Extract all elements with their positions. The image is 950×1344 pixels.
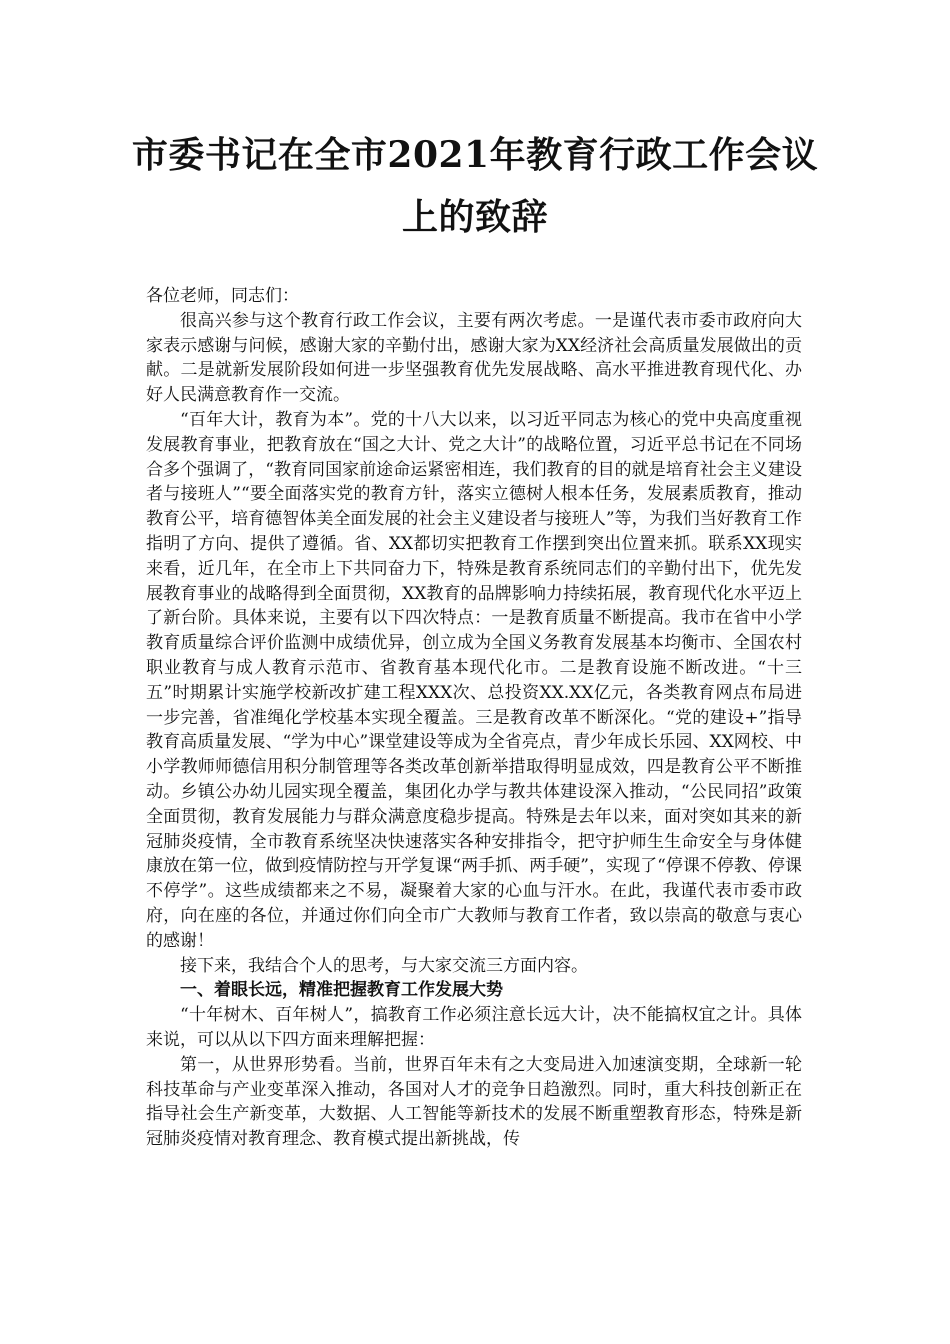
document-body xyxy=(146,284,802,1152)
section-heading-1: 一、着眼长远，精准把握教育工作发展大势 xyxy=(180,980,503,1001)
salutation: 各位老师，同志们： xyxy=(146,286,299,306)
paragraph-world-situation: 第一，从世界形势看。当前，世界百年未有之大变局进入加速演变期，全球新一轮科技革命与产业变革深入推动，各国对人才的竞争日趋激烈。同时，重大科技创新正在指导社会生产新变革，大数据、人工智能等新技术的发展不断重塑教育形态，特殊是新冠肺炎疫情对教育理念、教育模式提出新挑战，传 xyxy=(146,1054,802,1150)
paragraph-achievements: “百年大计，教育为本”。党的十八大以来，以习近平同志为核心的党中央高度重视发展教育事业，把教育放在“国之大计、党之大计”的战略位置，习近平总书记在不同场合多个强调了，“教育同国家前途命运紧密相连，我们教育的目的就是培育社会主义建设者与接班人”“要全面落实党的教育方针，落实立德树人根本任务，发展素质教育，推动教育公平，培育德智体美全面发展的社会主义建设者与接班人”等，为我们当好教育工作指明了方向、提供了遵循。省、XX都切实把教育工作摆到突出位置来抓。联系XX现实来看，近几年，在全市上下共同奋力下，特殊是教育系统同志们的辛勤付出下，优先发展教育事业的战略得到全面贯彻，XX教育的品牌影响力持续拓展，教育现代化水平迈上了新台阶。具体来说，主要有以下四次特点：一是教育质量不断提高。我市在省中小学教育质量综合评价监测中成绩优异，创立成为全国义务教育发展基本均衡市、全国农村职业教育与成人教育示范市、省教育基本现代化市。二是教育设施不断改进。“十三五”时期累计实施学校新改扩建工程XXX次、总投资XX.XX亿元，各类教育网点布局进一步完善，省准绳化学校基本实现全覆盖。三是教育改革不断深化。“党的建设+”指导教育高质量发展、“学为中心”课堂建设等成为全省亮点，青少年成长乐园、XX网校、中小学教师师德信用积分制管理等各类改革创新举措取得明显成效，四是教育公平不断推动。乡镇公办幼儿园实现全覆盖，集团化办学与教共体建设深入推动，“公民同招”政策全面贯彻，教育发展能力与群众满意度稳步提高。特殊是去年以来，面对突如其来的新冠肺炎疫情，全市教育系统坚决快速落实各种安排指令，把守护师生生命安全与身体健康放在第一位，做到疫情防控与开学复课“两手抓、两手硬”，实现了“停课不停教、停课不停学”。这些成绩都来之不易，凝聚着大家的心血与汗水。在此，我谨代表市委市政府，向在座的各位，并通过你们向全市广大教师与教育工作者，致以崇高的敬意与衷心的感谢！ xyxy=(146,409,802,951)
paragraph-long-term: “十年树木、百年树人”，搞教育工作必须注意长远大计，决不能搞权宜之计。具体来说，可以从以下四方面来理解把握： xyxy=(146,1005,802,1050)
paragraph-intro: 很高兴参与这个教育行政工作会议，主要有两次考虑。一是谨代表市委市政府向大家表示感谢与问候，感谢大家的辛勤付出，感谢大家为XX经济社会高质量发展做出的贡献。二是就新发展阶段如何进一步坚强教育优先发展战略、高水平推进教育现代化、办好人民满意教育作一交流。 xyxy=(146,310,802,406)
paragraph-transition: 接下来，我结合个人的思考，与大家交流三方面内容。 xyxy=(180,955,588,976)
document-title-line-2: 上的致辞 xyxy=(401,196,548,238)
document-title-line-1: 市委书记在全市2021年教育行政工作会议 xyxy=(131,134,819,176)
